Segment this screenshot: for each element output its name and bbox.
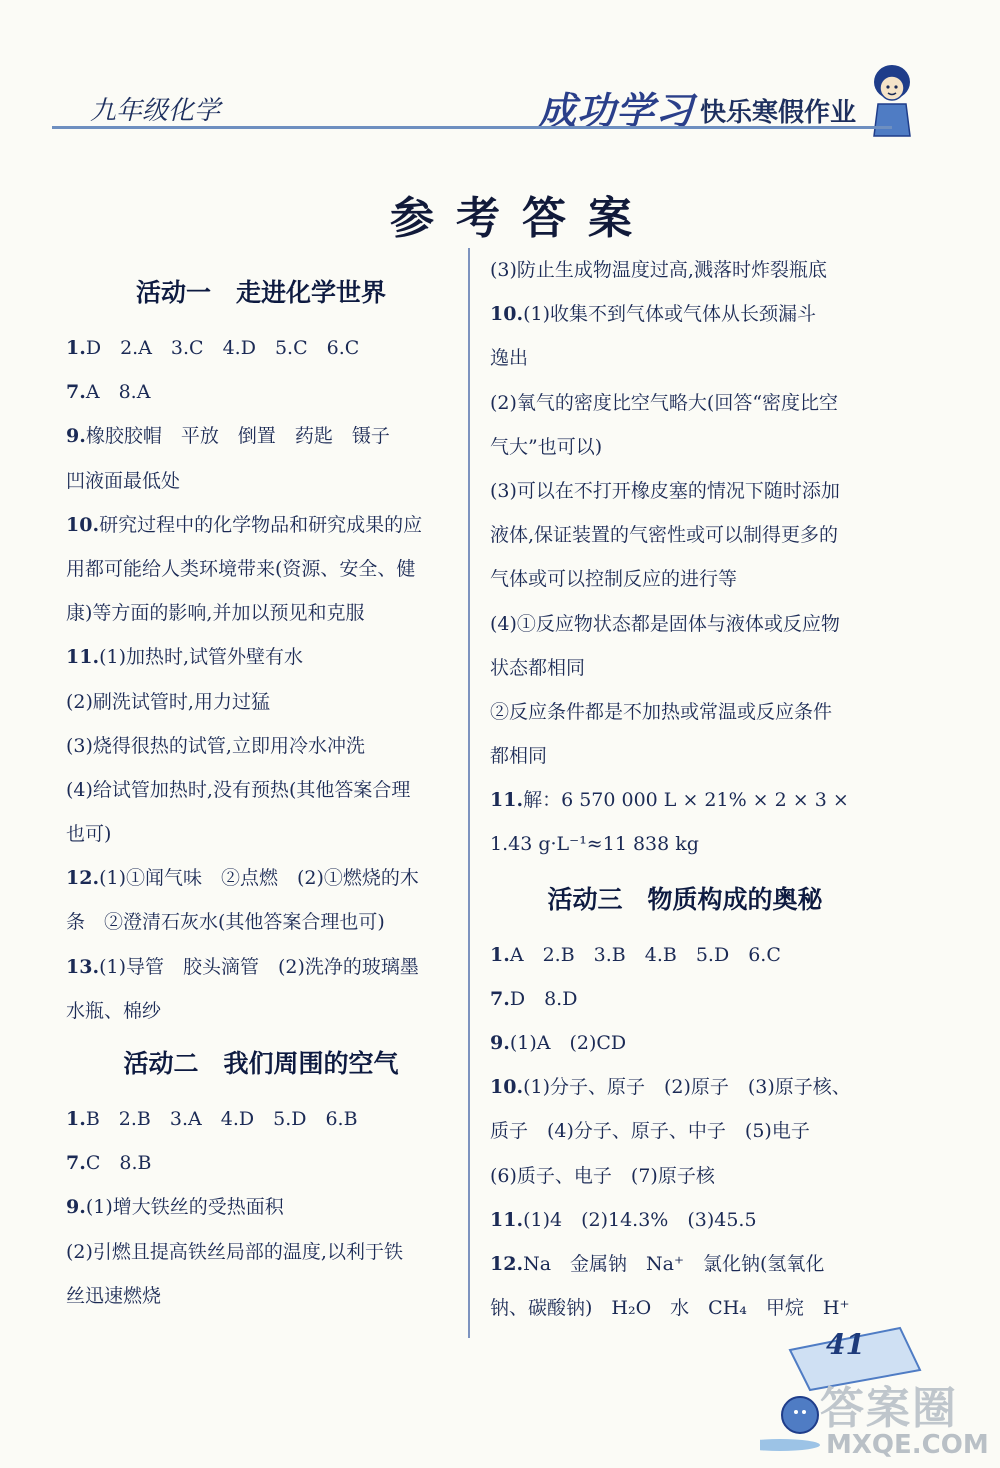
answer-text: 钠、碳酸钠) H₂O 水 CH₄ 甲烷 H⁺ [490,1297,850,1320]
question-number: 12. [490,1252,524,1275]
answer-line [66,547,456,591]
watermark: 答案圈 [820,1383,958,1434]
left-column [66,268,456,1318]
answer-text: 橡胶胶帽 平放 倒置 药匙 镊子 [85,425,390,448]
answer-line [490,933,880,977]
question-number: 12. [66,867,100,890]
column-divider [468,248,470,1338]
answer-text: 气大”也可以) [490,435,603,458]
answer-text: 研究过程中的化学物品和研究成果的应 [99,513,423,536]
answer-line [490,977,880,1021]
answer-line [490,513,880,557]
answer-text: (1)增大铁丝的受热面积 [85,1196,284,1219]
answer-line [66,370,456,414]
answer-text: 逸出 [490,347,529,370]
answer-text: (4)①反应物状态都是固体与液体或反应物 [490,612,840,635]
answer-text: D 8.D [509,987,578,1010]
question-number: 11. [490,789,524,812]
question-number: 13. [66,955,100,978]
answer-text: (3)可以在不打开橡皮塞的情况下随时添加 [490,479,840,502]
answer-text: ②反应条件都是不加热或常温或反应条件 [490,700,833,723]
answer-line [490,1154,880,1198]
question-number: 1. [490,943,510,966]
answer-text: 解：6 570 000 L × 21% × 2 × 3 × [523,789,849,812]
answer-text: (3)烧得很热的试管,立即用冷水冲洗 [66,734,365,757]
answer-line [66,680,456,724]
answer-line [490,469,880,513]
brand-logo: 成功学习 [538,89,695,133]
answer-text: A 2.B 3.B 4.B 5.D 6.C [509,943,781,966]
answer-text: B 2.B 3.A 4.D 5.D 6.B [85,1108,358,1130]
answer-line [490,1021,880,1065]
question-number: 9. [66,1196,86,1219]
section-activity-3 [490,933,880,1331]
answer-text: 丝迅速燃烧 [66,1284,162,1307]
answer-text: A 8.A [85,381,151,404]
section-title-activity-1: 活动一 走进化学世界 [135,278,386,307]
answer-line [490,557,880,601]
answer-line [66,812,456,856]
answer-text: 水瓶、棉纱 [66,999,162,1022]
section-activity-2-continued [490,248,880,867]
answer-line [490,734,880,778]
answer-line [66,1097,456,1141]
header-grade-label: 九年级化学 [90,96,221,126]
answer-line [490,822,880,866]
section-title-activity-3: 活动三 物质构成的奥秘 [547,884,823,914]
answer-text: (1)分子、原子 (2)原子 (3)原子核、 [523,1076,851,1099]
answer-line [490,1242,880,1286]
answer-text: 状态都相同 [490,656,586,679]
answer-line [490,602,880,646]
answer-line [66,724,456,768]
answer-line [490,690,880,734]
answer-line [490,381,880,425]
answer-line [66,1274,456,1318]
answer-line [66,1230,456,1274]
header-rule [52,126,892,129]
answer-line [66,856,456,900]
answer-line [66,414,456,458]
answer-text: 都相同 [490,745,548,768]
question-number: 10. [490,303,524,326]
answer-text: 液体,保证装置的气密性或可以制得更多的 [490,524,839,547]
section-activity-1 [66,326,456,1033]
answer-text: (1)A (2)CD [509,1032,627,1054]
answer-line [490,292,880,336]
answer-text: 1.43 g·L⁻¹≈11 838 kg [490,833,699,856]
question-number: 7. [66,381,86,404]
question-number: 10. [490,1076,524,1099]
answer-text: (2)氧气的密度比空气略大(回答“密度比空 [490,391,839,414]
answer-line [66,326,456,370]
answer-text: 气体或可以控制反应的进行等 [490,568,738,591]
section-title-activity-2: 活动二 我们周围的空气 [123,1049,399,1078]
right-column [490,248,880,1330]
answer-line [490,248,880,292]
question-number: 11. [490,1208,524,1231]
answer-line [66,1185,456,1229]
question-number: 10. [66,513,100,536]
answer-line [66,768,456,812]
answer-text: (4)给试管加热时,没有预热(其他答案合理 [66,778,411,801]
answer-line [66,591,456,635]
answer-text: (1)收集不到气体或气体从长颈漏斗 [523,303,816,326]
answer-line [66,900,456,944]
answer-text: (6)质子、电子 (7)原子核 [490,1164,715,1187]
answer-line [66,459,456,503]
question-number: 1. [66,1108,86,1130]
answer-line [490,1109,880,1153]
section-activity-2 [66,1097,456,1318]
answer-line [66,1141,456,1185]
answer-text: (3)防止生成物温度过高,溅落时炸裂瓶底 [490,259,827,281]
answer-line [66,989,456,1033]
answer-text: 质子 (4)分子、原子、中子 (5)电子 [490,1120,810,1143]
answer-text: 条 ②澄清石灰水(其他答案合理也可) [66,911,385,934]
answer-text: (1)①闻气味 ②点燃 (2)①燃烧的木 [99,867,419,890]
answer-line [66,503,456,547]
answer-line [490,778,880,822]
answer-line [66,945,456,989]
page-number: 41 [826,1328,865,1361]
answer-line [66,635,456,679]
answer-line [490,1065,880,1109]
header-subtitle: 快乐寒假作业 [700,98,857,128]
question-number: 9. [66,425,86,448]
answer-text: C 8.B [85,1152,152,1175]
answer-text: (1)导管 胶头滴管 (2)洗净的玻璃墨 [99,955,419,978]
answer-text: Na 金属钠 Na⁺ 氯化钠(氢氧化 [523,1252,825,1275]
answer-text: 用都可能给人类环境带来(资源、安全、健 [66,557,416,580]
answer-text: (2)刷洗试管时,用力过猛 [66,690,270,713]
answer-text: 也可) [66,823,112,846]
answer-line [490,1198,880,1242]
answer-text: 康)等方面的影响,并加以预见和克服 [66,602,365,625]
answer-text: (1)4 (2)14.3% (3)45.5 [523,1208,757,1231]
question-number: 1. [66,337,86,359]
answer-text: (1)加热时,试管外壁有水 [99,646,304,669]
watermark-url: MXQE.COM [826,1430,989,1460]
page-title: 参考答案 [390,193,654,244]
answer-text: 凹液面最低处 [66,469,181,492]
question-number: 11. [66,646,100,669]
answer-text: D 2.A 3.C 4.D 5.C 6.C [85,337,360,359]
answer-text: (2)引燃且提高铁丝局部的温度,以利于铁 [66,1240,403,1263]
question-number: 7. [66,1152,86,1175]
question-number: 7. [490,987,510,1010]
answer-line [490,336,880,380]
question-number: 9. [490,1032,510,1054]
answer-line [490,646,880,690]
answer-line [490,425,880,469]
